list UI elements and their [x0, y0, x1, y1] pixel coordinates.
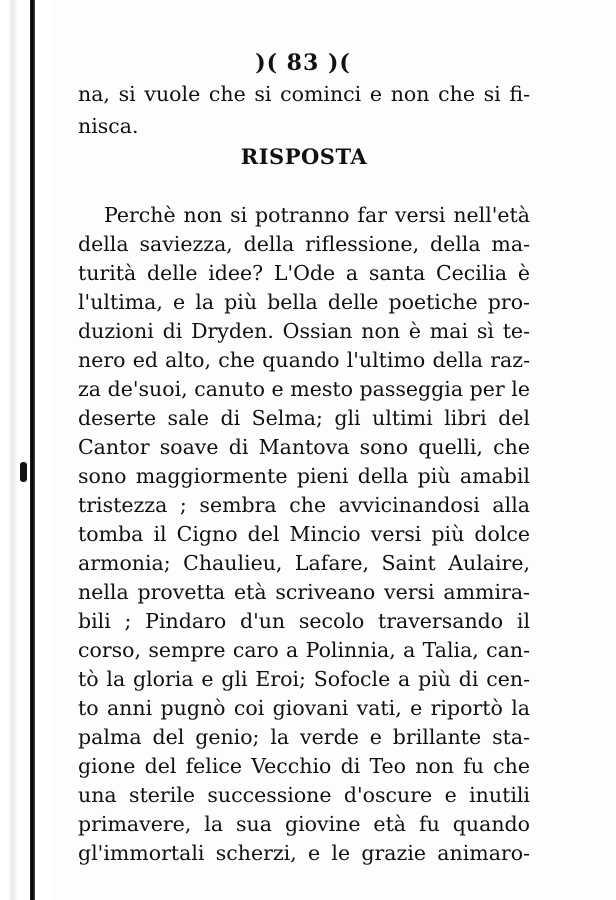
- text-line: della saviezza, della riflessione, della ma-: [78, 232, 530, 256]
- text-line: deserte sale di Selma; gli ultimi libri del: [78, 406, 530, 430]
- text-line: sono maggiormente pieni della più amabil: [78, 464, 530, 488]
- text-line: Perchè non si potranno far versi nell'età: [104, 203, 530, 227]
- text-line: to anni pugnò coi giovani vati, e riportò la: [78, 696, 530, 720]
- text-line: za de'suoi, canuto e mesto passeggia per le: [78, 377, 530, 401]
- text-line: gl'immortali scherzi, e le grazie animaro-: [78, 841, 530, 865]
- text-line: Cantor soave di Mantova sono quelli, che: [78, 435, 530, 459]
- text-line: nella provetta età scriveano versi ammira-: [78, 580, 530, 604]
- section-heading: RISPOSTA: [240, 144, 368, 169]
- text-line: corso, sempre caro a Polinnia, a Talia, can-: [78, 638, 530, 662]
- text-line: bili ; Pindaro d'un secolo traversando il: [78, 609, 530, 633]
- text-line: duzioni di Dryden. Ossian non è mai sì te-: [78, 319, 530, 343]
- text-line: tristezza ; sembra che avvicinandosi alla: [78, 493, 530, 517]
- binding-mark: [20, 462, 27, 482]
- page-gutter: [0, 0, 52, 900]
- text-line: gione del felice Vecchio di Teo non fu che: [78, 754, 530, 778]
- page-number: )( 83 )(: [255, 50, 351, 76]
- text-line: tomba il Cigno del Mincio versi più dolce: [78, 522, 530, 546]
- text-line: nero ed alto, che quando l'ultimo della raz-: [78, 348, 530, 372]
- text-line: na, si vuole che si cominci e non che si fi-: [78, 82, 530, 106]
- text-line: tò la gloria e gli Eroi; Sofocle a più di cen-: [78, 667, 530, 691]
- text-line: primavere, la sua giovine età fu quando: [78, 812, 530, 836]
- binding-edge: [30, 0, 35, 900]
- text-line: palma del genio; la verde e brillante sta-: [78, 725, 530, 749]
- text-line: armonia; Chaulieu, Lafare, Saint Aulaire,: [78, 551, 530, 575]
- text-line: nisca.: [78, 114, 139, 138]
- text-line: turità delle idee? L'Ode a santa Cecilia è: [78, 261, 530, 285]
- text-line: una sterile successione d'oscure e inutili: [78, 783, 530, 807]
- text-line: l'ultima, e la più bella delle poetiche pro-: [78, 290, 530, 314]
